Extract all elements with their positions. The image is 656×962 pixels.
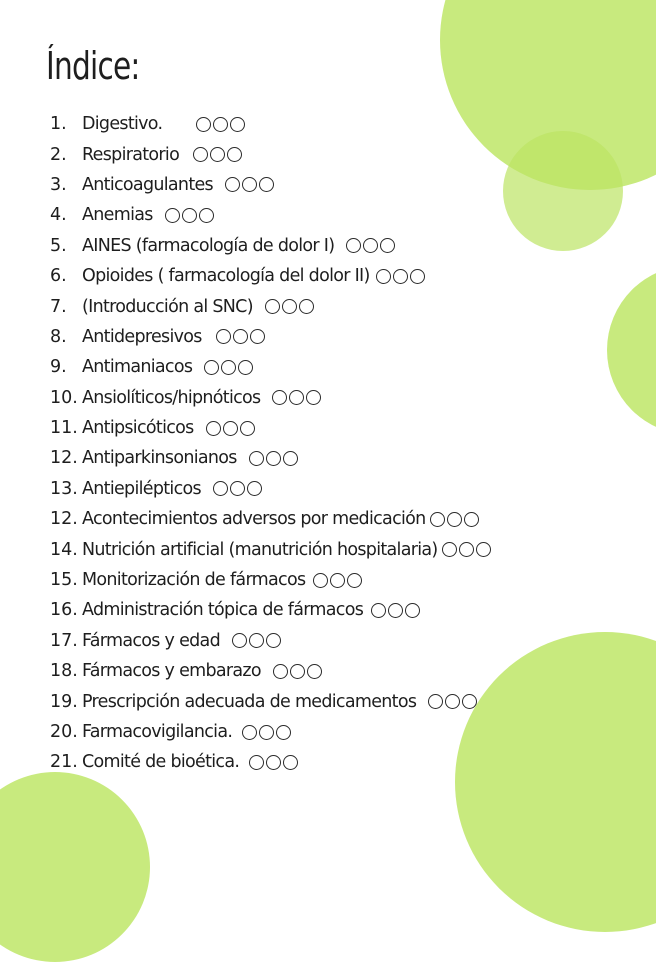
progress-circles (206, 421, 257, 436)
index-item (50, 443, 493, 473)
item-title: Fármacos y edad (82, 630, 220, 651)
progress-circle-checkbox[interactable] (290, 664, 305, 679)
item-number: 11. (50, 418, 78, 439)
item-title: (Introducción al SNC) (82, 296, 253, 317)
item-number: 6. (50, 266, 67, 287)
progress-circle-checkbox[interactable] (289, 390, 304, 405)
progress-circle-checkbox[interactable] (206, 421, 221, 436)
item-title: Comité de bioética. (82, 752, 240, 773)
item-title: Respiratorio (82, 144, 180, 165)
progress-circles (225, 177, 276, 192)
progress-circle-checkbox[interactable] (250, 329, 265, 344)
index-item (50, 413, 493, 443)
progress-circle-checkbox[interactable] (204, 360, 219, 375)
item-number: 10. (50, 387, 78, 408)
item-number: 18. (50, 661, 78, 682)
item-number: 3. (50, 174, 67, 195)
progress-circle-checkbox[interactable] (221, 360, 236, 375)
progress-circles (313, 573, 364, 588)
item-number: 8. (50, 326, 67, 347)
progress-circle-checkbox[interactable] (313, 573, 328, 588)
item-number: 7. (50, 296, 67, 317)
index-item (50, 474, 493, 504)
progress-circle-checkbox[interactable] (283, 755, 298, 770)
progress-circle-checkbox[interactable] (307, 664, 322, 679)
progress-circles (216, 329, 267, 344)
item-number: 2. (50, 144, 67, 165)
index-item (50, 383, 493, 413)
progress-circle-checkbox[interactable] (347, 573, 362, 588)
progress-circle-checkbox[interactable] (459, 542, 474, 557)
item-number: 13. (50, 478, 78, 499)
item-number: 15. (50, 570, 78, 591)
progress-circles (273, 664, 324, 679)
progress-circle-checkbox[interactable] (225, 177, 240, 192)
progress-circle-checkbox[interactable] (272, 390, 287, 405)
index-item (50, 322, 493, 352)
progress-circle-checkbox[interactable] (247, 481, 262, 496)
item-number: 12. (50, 509, 78, 530)
progress-circle-checkbox[interactable] (259, 177, 274, 192)
progress-circles (428, 694, 479, 709)
progress-circle-checkbox[interactable] (445, 694, 460, 709)
item-title: Antiparkinsonianos (82, 448, 237, 469)
item-number: 4. (50, 205, 67, 226)
progress-circles (193, 147, 244, 162)
item-number: 5. (50, 235, 67, 256)
progress-circle-checkbox[interactable] (388, 603, 403, 618)
progress-circle-checkbox[interactable] (242, 725, 257, 740)
progress-circles (272, 390, 323, 405)
progress-circle-checkbox[interactable] (249, 633, 264, 648)
progress-circle-checkbox[interactable] (405, 603, 420, 618)
progress-circles (346, 238, 397, 253)
index-item (50, 686, 493, 716)
progress-circle-checkbox[interactable] (447, 512, 462, 527)
index-item (50, 717, 493, 747)
index-item (50, 261, 493, 291)
index-item (50, 747, 493, 777)
progress-circle-checkbox[interactable] (282, 299, 297, 314)
index-item (50, 534, 493, 564)
progress-circle-checkbox[interactable] (266, 755, 281, 770)
item-number: 19. (50, 691, 78, 712)
item-number: 20. (50, 722, 78, 742)
item-title: Opioides ( farmacología del dolor II) (82, 266, 370, 287)
item-title: Fármacos y embarazo (82, 661, 261, 682)
index-item (50, 109, 493, 139)
progress-circle-checkbox[interactable] (196, 117, 211, 132)
index-item (50, 139, 493, 169)
progress-circle-checkbox[interactable] (393, 269, 408, 284)
progress-circles (232, 633, 283, 648)
progress-circle-checkbox[interactable] (249, 755, 264, 770)
index-item (50, 565, 493, 595)
item-number: 12. (50, 448, 78, 469)
progress-circle-checkbox[interactable] (233, 329, 248, 344)
progress-circle-checkbox[interactable] (371, 603, 386, 618)
item-title: Farmacovigilancia. (82, 722, 233, 742)
progress-circle-checkbox[interactable] (476, 542, 491, 557)
progress-circle-checkbox[interactable] (464, 512, 479, 527)
item-title: Antimaniacos (82, 357, 193, 378)
index-item (50, 291, 493, 321)
index-item (50, 656, 493, 686)
item-title: Nutrición artificial (manutrición hospitalaria) (82, 539, 438, 560)
progress-circles (249, 451, 300, 466)
progress-circles (430, 512, 481, 527)
index-item (50, 626, 493, 656)
progress-circle-checkbox[interactable] (276, 725, 291, 740)
progress-circles (204, 360, 255, 375)
index-item (50, 200, 493, 230)
item-title: AINES (farmacología de dolor I) (82, 235, 335, 256)
progress-circle-checkbox[interactable] (380, 238, 395, 253)
item-number: 21. (50, 752, 78, 773)
item-number: 17. (50, 630, 78, 651)
progress-circles (442, 542, 493, 557)
progress-circle-checkbox[interactable] (165, 208, 180, 223)
progress-circle-checkbox[interactable] (213, 117, 228, 132)
progress-circle-checkbox[interactable] (330, 573, 345, 588)
progress-circle-checkbox[interactable] (230, 481, 245, 496)
progress-circle-checkbox[interactable] (299, 299, 314, 314)
index-list (50, 109, 493, 778)
item-number: 16. (50, 600, 78, 621)
progress-circle-checkbox[interactable] (376, 269, 391, 284)
progress-circle-checkbox[interactable] (223, 421, 238, 436)
page-title: Índice: (46, 44, 140, 88)
progress-circles (376, 269, 427, 284)
item-title: Ansiolíticos/hipnóticos (82, 387, 261, 408)
progress-circle-checkbox[interactable] (216, 329, 231, 344)
progress-circle-checkbox[interactable] (266, 451, 281, 466)
index-item (50, 595, 493, 625)
item-title: Anemias (82, 205, 153, 226)
item-title: Monitorización de fármacos (82, 570, 306, 591)
progress-circle-checkbox[interactable] (265, 299, 280, 314)
item-title: Antipsicóticos (82, 418, 194, 439)
progress-circles (196, 117, 247, 132)
item-number: 14. (50, 539, 78, 560)
progress-circle-checkbox[interactable] (238, 360, 253, 375)
progress-circle-checkbox[interactable] (259, 725, 274, 740)
progress-circle-checkbox[interactable] (230, 117, 245, 132)
progress-circle-checkbox[interactable] (232, 633, 247, 648)
progress-circle-checkbox[interactable] (462, 694, 477, 709)
index-item (50, 170, 493, 200)
item-title: Digestivo. (82, 114, 163, 135)
item-number: 1. (50, 114, 67, 135)
progress-circle-checkbox[interactable] (182, 208, 197, 223)
progress-circle-checkbox[interactable] (442, 542, 457, 557)
progress-circle-checkbox[interactable] (242, 177, 257, 192)
item-title: Antiepilépticos (82, 478, 201, 499)
progress-circle-checkbox[interactable] (363, 238, 378, 253)
progress-circles (165, 208, 216, 223)
decorative-circle-small (503, 131, 623, 251)
index-item (50, 352, 493, 382)
progress-circles (249, 755, 300, 770)
progress-circle-checkbox[interactable] (266, 633, 281, 648)
progress-circle-checkbox[interactable] (227, 147, 242, 162)
progress-circles (265, 299, 316, 314)
progress-circles (242, 725, 293, 740)
progress-circle-checkbox[interactable] (193, 147, 208, 162)
progress-circles (213, 481, 264, 496)
progress-circles (371, 603, 422, 618)
progress-circle-checkbox[interactable] (428, 694, 443, 709)
progress-circle-checkbox[interactable] (199, 208, 214, 223)
progress-circle-checkbox[interactable] (430, 512, 445, 527)
progress-circle-checkbox[interactable] (249, 451, 264, 466)
index-item (50, 504, 493, 534)
progress-circle-checkbox[interactable] (410, 269, 425, 284)
item-number: 9. (50, 357, 67, 378)
progress-circle-checkbox[interactable] (346, 238, 361, 253)
item-title: Prescripción adecuada de medicamentos (82, 691, 417, 712)
progress-circle-checkbox[interactable] (283, 451, 298, 466)
progress-circle-checkbox[interactable] (306, 390, 321, 405)
progress-circle-checkbox[interactable] (210, 147, 225, 162)
progress-circle-checkbox[interactable] (273, 664, 288, 679)
item-title: Administración tópica de fármacos (82, 600, 364, 621)
progress-circle-checkbox[interactable] (213, 481, 228, 496)
progress-circle-checkbox[interactable] (240, 421, 255, 436)
index-item (50, 231, 493, 261)
item-title: Acontecimientos adversos por medicación (82, 509, 426, 530)
decorative-circle-bottom-left (0, 772, 150, 962)
decorative-circle-right-edge (607, 265, 656, 435)
item-title: Antidepresivos (82, 326, 202, 347)
item-title: Anticoagulantes (82, 174, 213, 195)
